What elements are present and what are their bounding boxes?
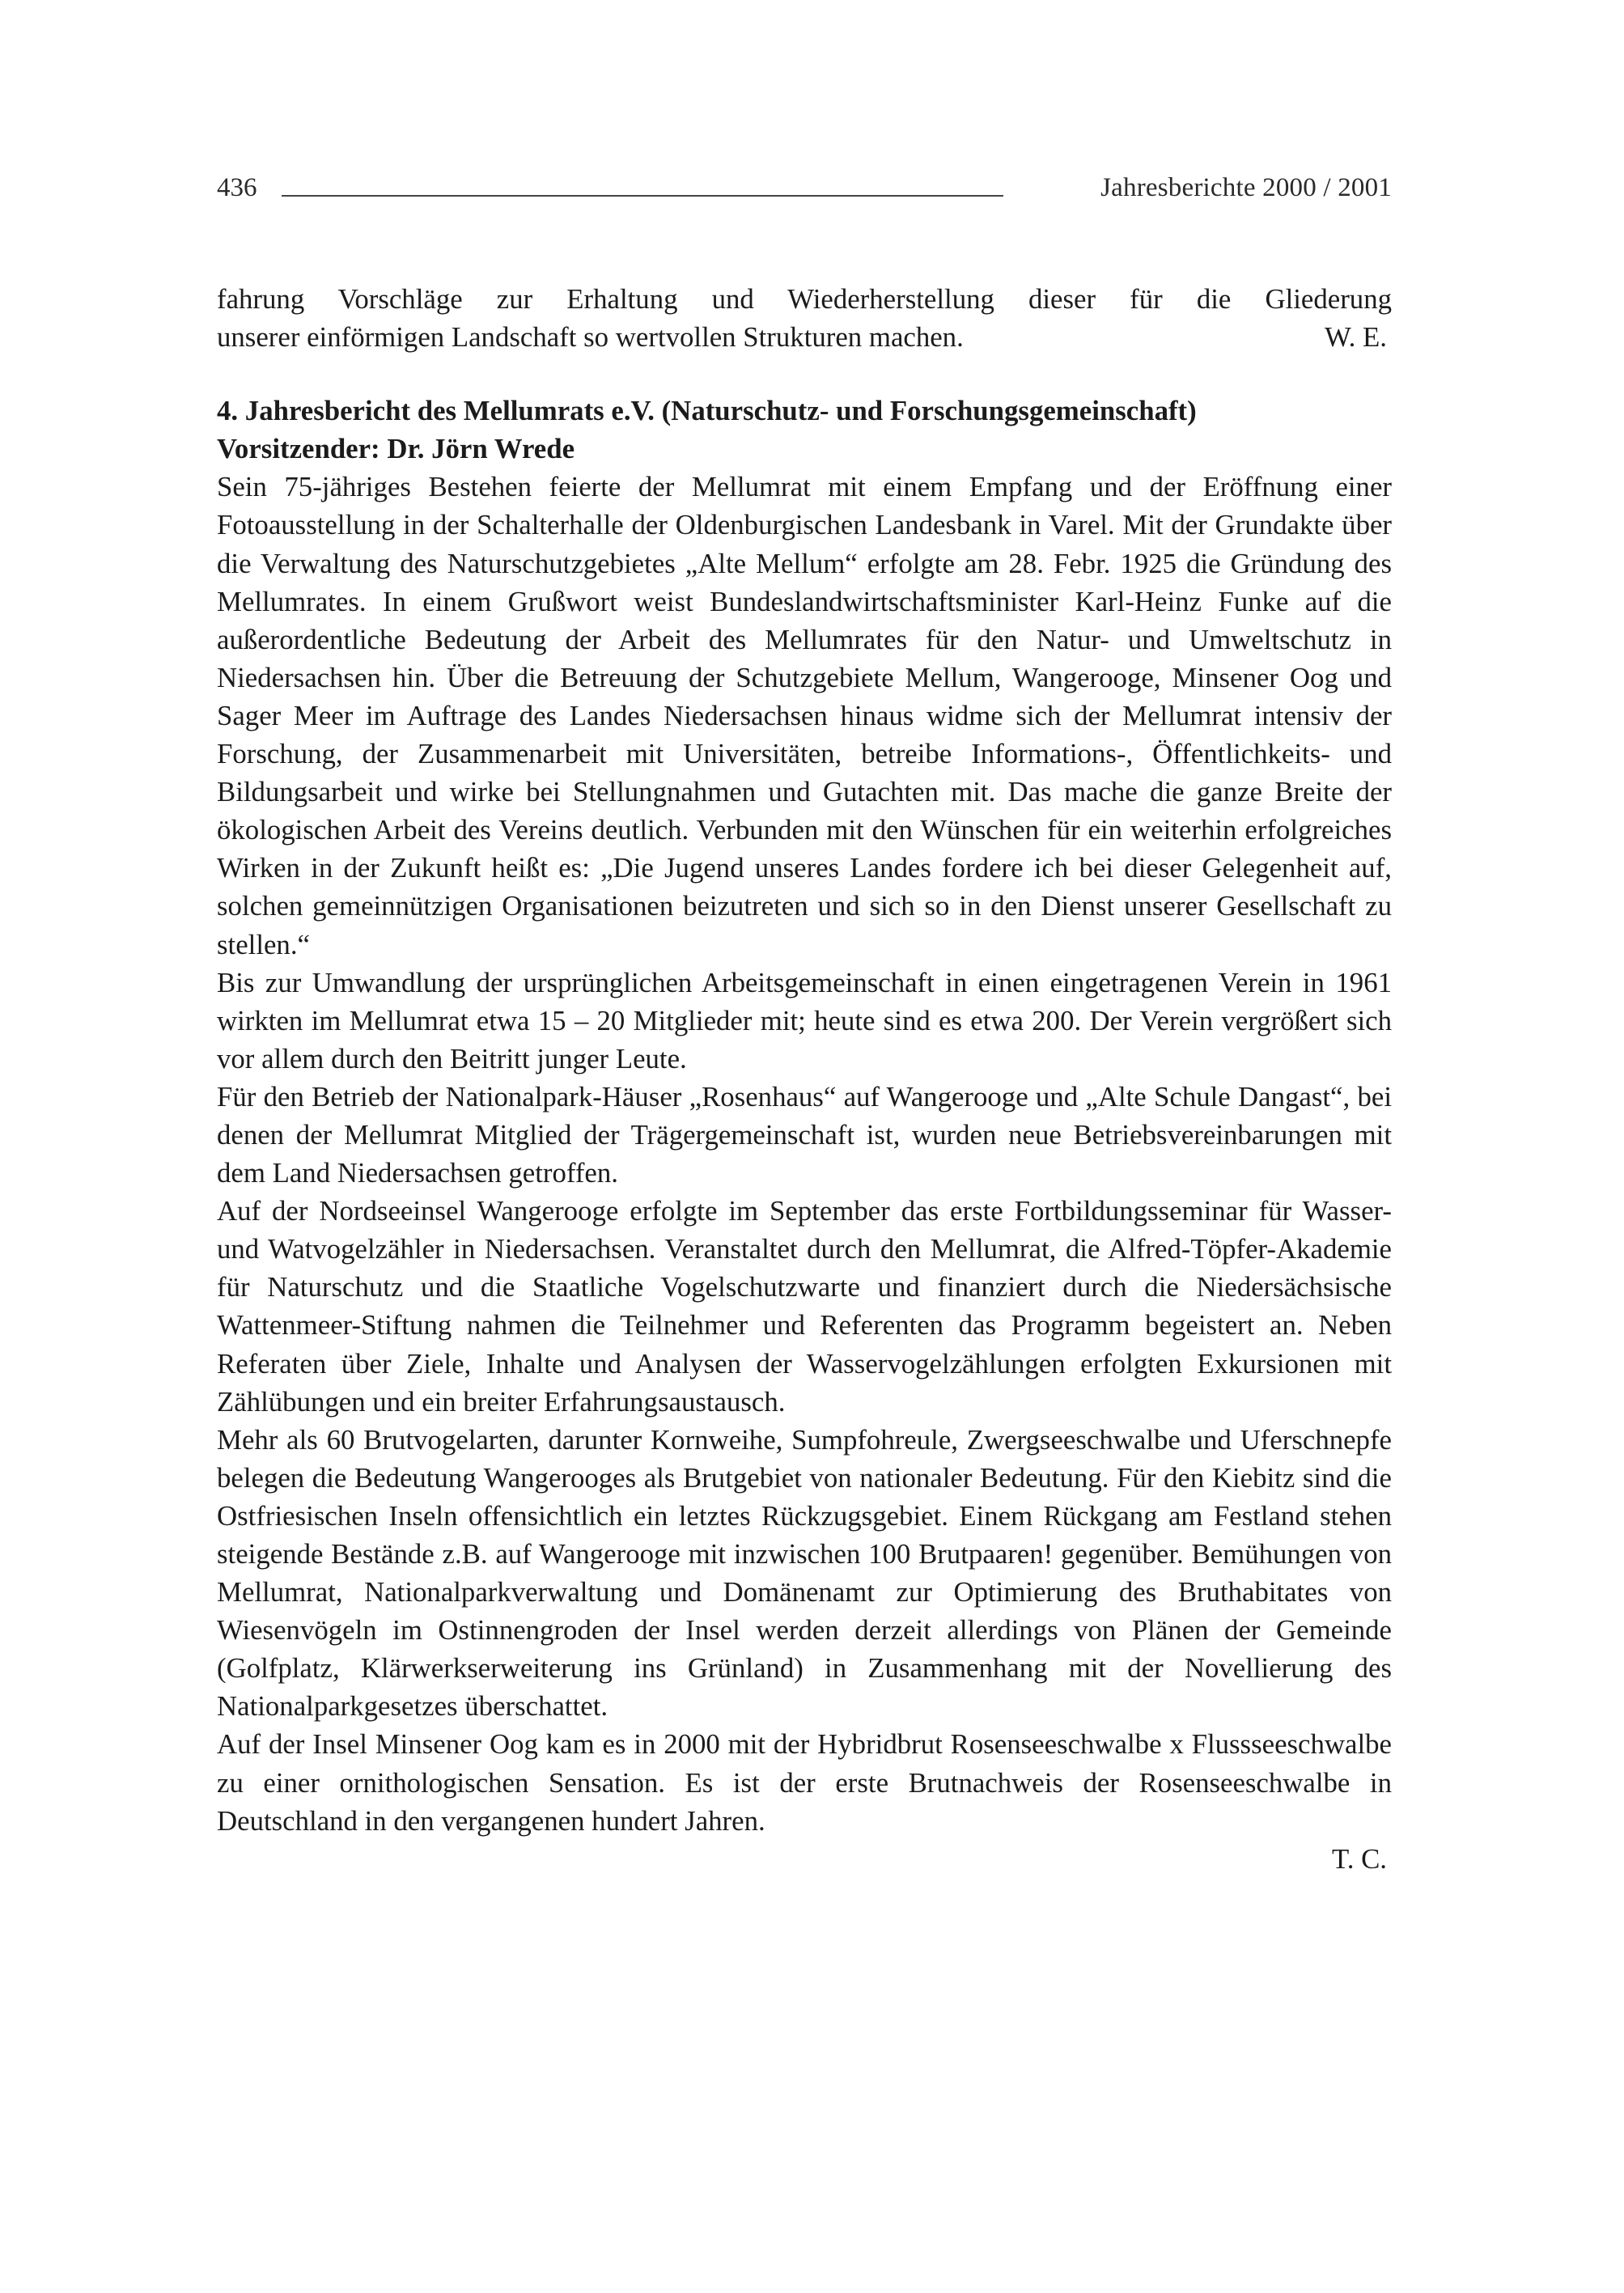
- page-header: [217, 173, 1392, 215]
- paragraph-5: Mehr als 60 Brutvogelarten, darunter Kornweihe, Sumpfohreule, Zwergseeschwalbe und Uferschnepfe belegen die Bedeutung Wangerooges als Brutgebiet von nationaler Bedeutung. Für den Kiebitz sind die Ostfriesischen Inseln offensichtlich ein letztes Rückzugsgebiet. Einem Rückgang am Festland stehen steigende Bestände z.B. auf Wangerooge mit inzwischen 100 Brutpaaren! gegenüber. Bemühungen von Mellumrat, Nationalparkverwaltung und Domänenamt zur Optimierung des Bruthabitates von Wiesenvögeln im Ostinnengroden der Insel werden derzeit allerdings von Plänen der Gemeinde (Golfplatz, Klärwerkserweiterung ins Grünland) in Zusammenhang mit der Novellierung des Nationalparkgesetzes überschattet.: [217, 1423, 1392, 1723]
- running-title: Jahresberichte 2000 / 2001: [1100, 173, 1392, 202]
- section-title: 4. Jahresbericht des Mellumrats e.V. (Naturschutz- und Forschungsgemeinschaft): [217, 395, 1197, 427]
- section-chair: Vorsitzender: Dr. Jörn Wrede: [217, 433, 575, 465]
- author-initials: W. E.: [1324, 321, 1387, 354]
- section-heading: [217, 392, 1392, 468]
- document-page: [217, 173, 1392, 1878]
- page-number: 436: [217, 173, 257, 202]
- paragraph-2: Bis zur Umwandlung der ursprünglichen Arbeitsgemeinschaft in einen eingetragenen Verein in 1961 wirkten im Mellumrat etwa 15 – 20 Mitglieder mit; heute sind es etwa 200. Der Verein vergrößert sich vor allem durch den Beitritt junger Leute.: [217, 966, 1392, 1074]
- intro-line-2: unserer einförmigen Landschaft so wertvollen Strukturen machen. W. E.: [217, 318, 1392, 356]
- header-rule: [282, 195, 1003, 197]
- intro-line-1: fahrung Vorschläge zur Erhaltung und Wiederherstellung dieser für die Gliederung: [217, 283, 1392, 315]
- section-signature: T. C.: [1332, 1842, 1387, 1875]
- paragraph-1: Sein 75-jähriges Bestehen feierte der Mellumrat mit einem Empfang und der Eröffnung einer Fotoausstellung in der Schalterhalle der Oldenburgischen Landesbank in Varel. Mit der Grundakte über die Verwaltung des Naturschutzgebietes „Alte Mellum“ erfolgte am 28. Febr. 1925 die Gründung des Mellumrates. In einem Grußwort weist Bundeslandwirtschaftsminister Karl-Heinz Funke auf die außerordentliche Bedeutung der Arbeit des Mellumrates für den Natur- und Umweltschutz in Niedersachsen hin. Über die Betreuung der Schutzgebiete Mellum, Wangerooge, Minsener Oog und Sager Meer im Auftrage des Landes Niedersachsen hinaus widme sich der Mellumrat intensiv der Forschung, der Zusammenarbeit mit Universitäten, betreibe Informations-, Öffentlichkeits- und Bildungsarbeit und wirke bei Stellungnahmen und Gutachten mit. Das mache die ganze Breite der ökologischen Arbeit des Vereins deutlich. Verbunden mit den Wünschen für ein weiterhin erfolgreiches Wirken in der Zukunft heißt es: „Die Jugend unseres Landes fordere ich bei dieser Gelegenheit auf, solchen gemeinnützigen Organisationen beizutreten und sich so in den Dienst unserer Gesellschaft zu stellen.“: [217, 471, 1392, 960]
- paragraph-6: Auf der Insel Minsener Oog kam es in 2000 mit der Hybridbrut Rosenseeschwalbe x Flussseeschwalbe zu einer ornithologischen Sensation. Es ist der erste Brutnachweis der Rosenseeschwalbe in Deutschland in den vergangenen hundert Jahren.: [217, 1728, 1392, 1837]
- body-text: [217, 280, 1392, 1878]
- paragraph-3: Für den Betrieb der Nationalpark-Häuser „Rosenhaus“ auf Wangerooge und „Alte Schule Dangast“, bei denen der Mellumrat Mitglied der Trägergemeinschaft ist, wurden neue Betriebsvereinbarungen mit dem Land Niedersachsen getroffen.: [217, 1080, 1392, 1189]
- paragraph-4: Auf der Nordseeinsel Wangerooge erfolgte im September das erste Fortbildungsseminar für Wasser- und Watvogelzähler in Niedersachsen. Veranstaltet durch den Mellumrat, die Alfred-Töpfer-Akademie für Naturschutz und die Staatliche Vogelschutzwarte und finanziert durch die Niedersächsische Wattenmeer-Stiftung nahmen die Teilnehmer und Referenten das Programm begeistert an. Neben Referaten über Ziele, Inhalte und Analysen der Wasservogelzählungen erfolgten Exkursionen mit Zählübungen und ein breiter Erfahrungsaustausch.: [217, 1195, 1392, 1418]
